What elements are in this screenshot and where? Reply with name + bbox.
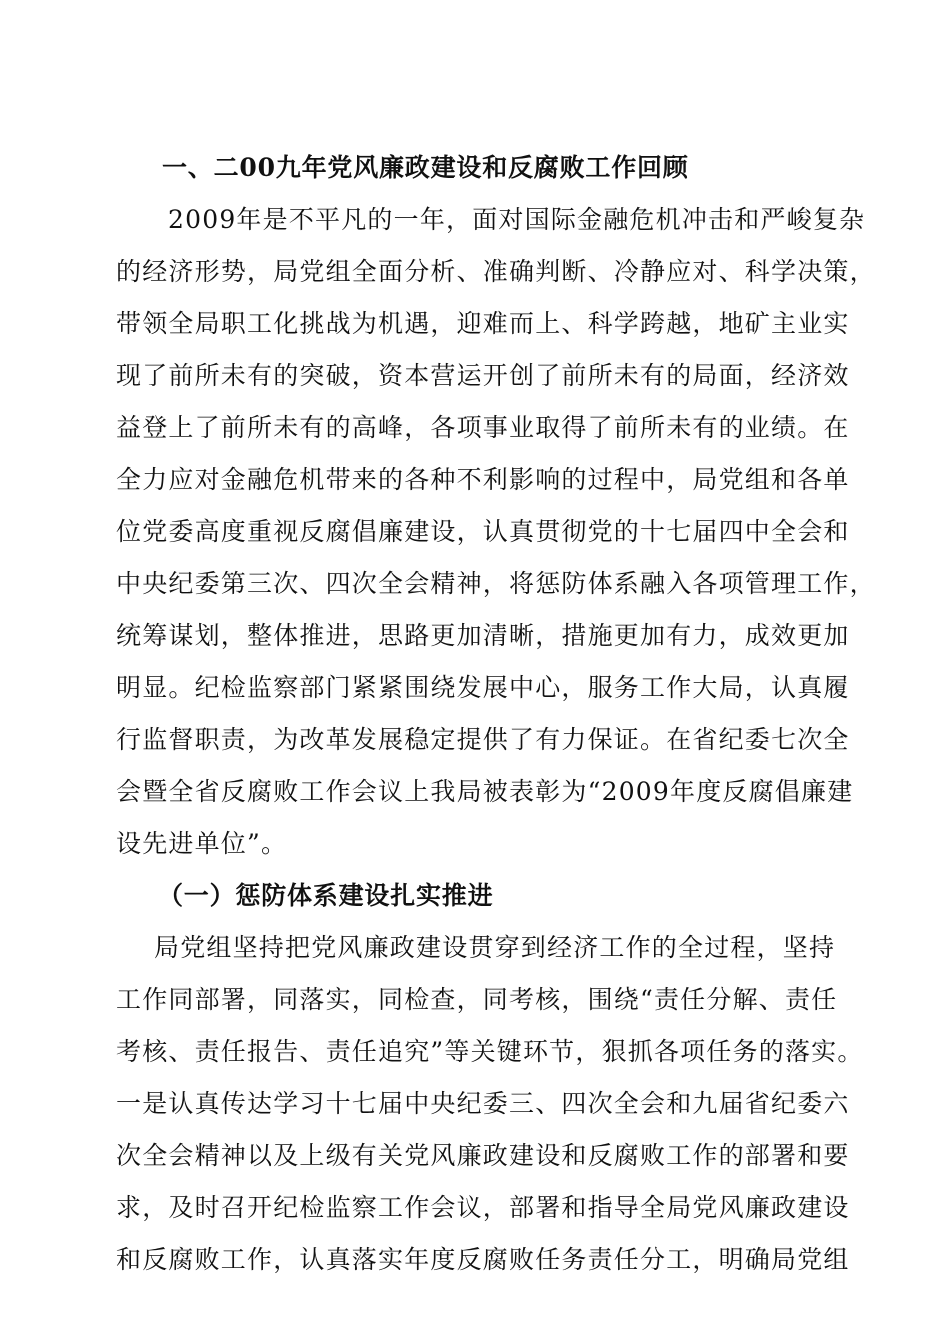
paragraph-line: 求，及时召开纪检监察工作会议，部署和指导全局党风廉政建设 xyxy=(116,1193,850,1222)
paragraph-line: 考核、责任报告、责任追究”等关键环节，狠抓各项任务的落实。 xyxy=(116,1037,864,1066)
subsection-heading: （一）惩防体系建设扎实推进 xyxy=(158,881,494,910)
paragraph-line: 次全会精神以及上级有关党风廉政建设和反腐败工作的部署和要 xyxy=(116,1141,850,1170)
paragraph-line: 位党委高度重视反腐倡廉建设，认真贯彻党的十七届四中全会和 xyxy=(116,517,850,546)
paragraph-line: 2009年是不平凡的一年，面对国际金融危机冲击和严峻复杂 xyxy=(168,205,866,234)
paragraph-line: 的经济形势，局党组全面分析、准确判断、冷静应对、科学决策， xyxy=(116,257,876,286)
paragraph-line: 会暨全省反腐败工作会议上我局被表彰为“2009年度反腐倡廉建 xyxy=(116,777,854,806)
paragraph-line: 益登上了前所未有的高峰，各项事业取得了前所未有的业绩。在 xyxy=(116,413,850,442)
section-heading: 一、二00九年党风廉政建设和反腐败工作回顾 xyxy=(162,153,689,182)
paragraph-line: 明显。纪检监察部门紧紧围绕发展中心，服务工作大局，认真履 xyxy=(116,673,850,702)
paragraph-line: 现了前所未有的突破，资本营运开创了前所未有的局面，经济效 xyxy=(116,361,850,390)
paragraph-line: 工作同部署，同落实，同检查，同考核，围绕“责任分解、责任 xyxy=(116,985,838,1014)
paragraph-line: 带领全局职工化挑战为机遇，迎难而上、科学跨越，地矿主业实 xyxy=(116,309,850,338)
paragraph-line: 一是认真传达学习十七届中央纪委三、四次全会和九届省纪委六 xyxy=(116,1089,850,1118)
paragraph-line: 全力应对金融危机带来的各种不利影响的过程中，局党组和各单 xyxy=(116,465,850,494)
paragraph-line: 局党组坚持把党风廉政建设贯穿到经济工作的全过程，坚持 xyxy=(154,933,836,962)
paragraph-line: 行监督职责，为改革发展稳定提供了有力保证。在省纪委七次全 xyxy=(116,725,850,754)
paragraph-line: 设先进单位”。 xyxy=(116,829,288,858)
paragraph-line: 中央纪委第三次、四次全会精神，将惩防体系融入各项管理工作， xyxy=(116,569,876,598)
paragraph-line: 和反腐败工作，认真落实年度反腐败任务责任分工，明确局党组 xyxy=(116,1245,850,1274)
paragraph-line: 统筹谋划，整体推进，思路更加清晰，措施更加有力，成效更加 xyxy=(116,621,850,650)
